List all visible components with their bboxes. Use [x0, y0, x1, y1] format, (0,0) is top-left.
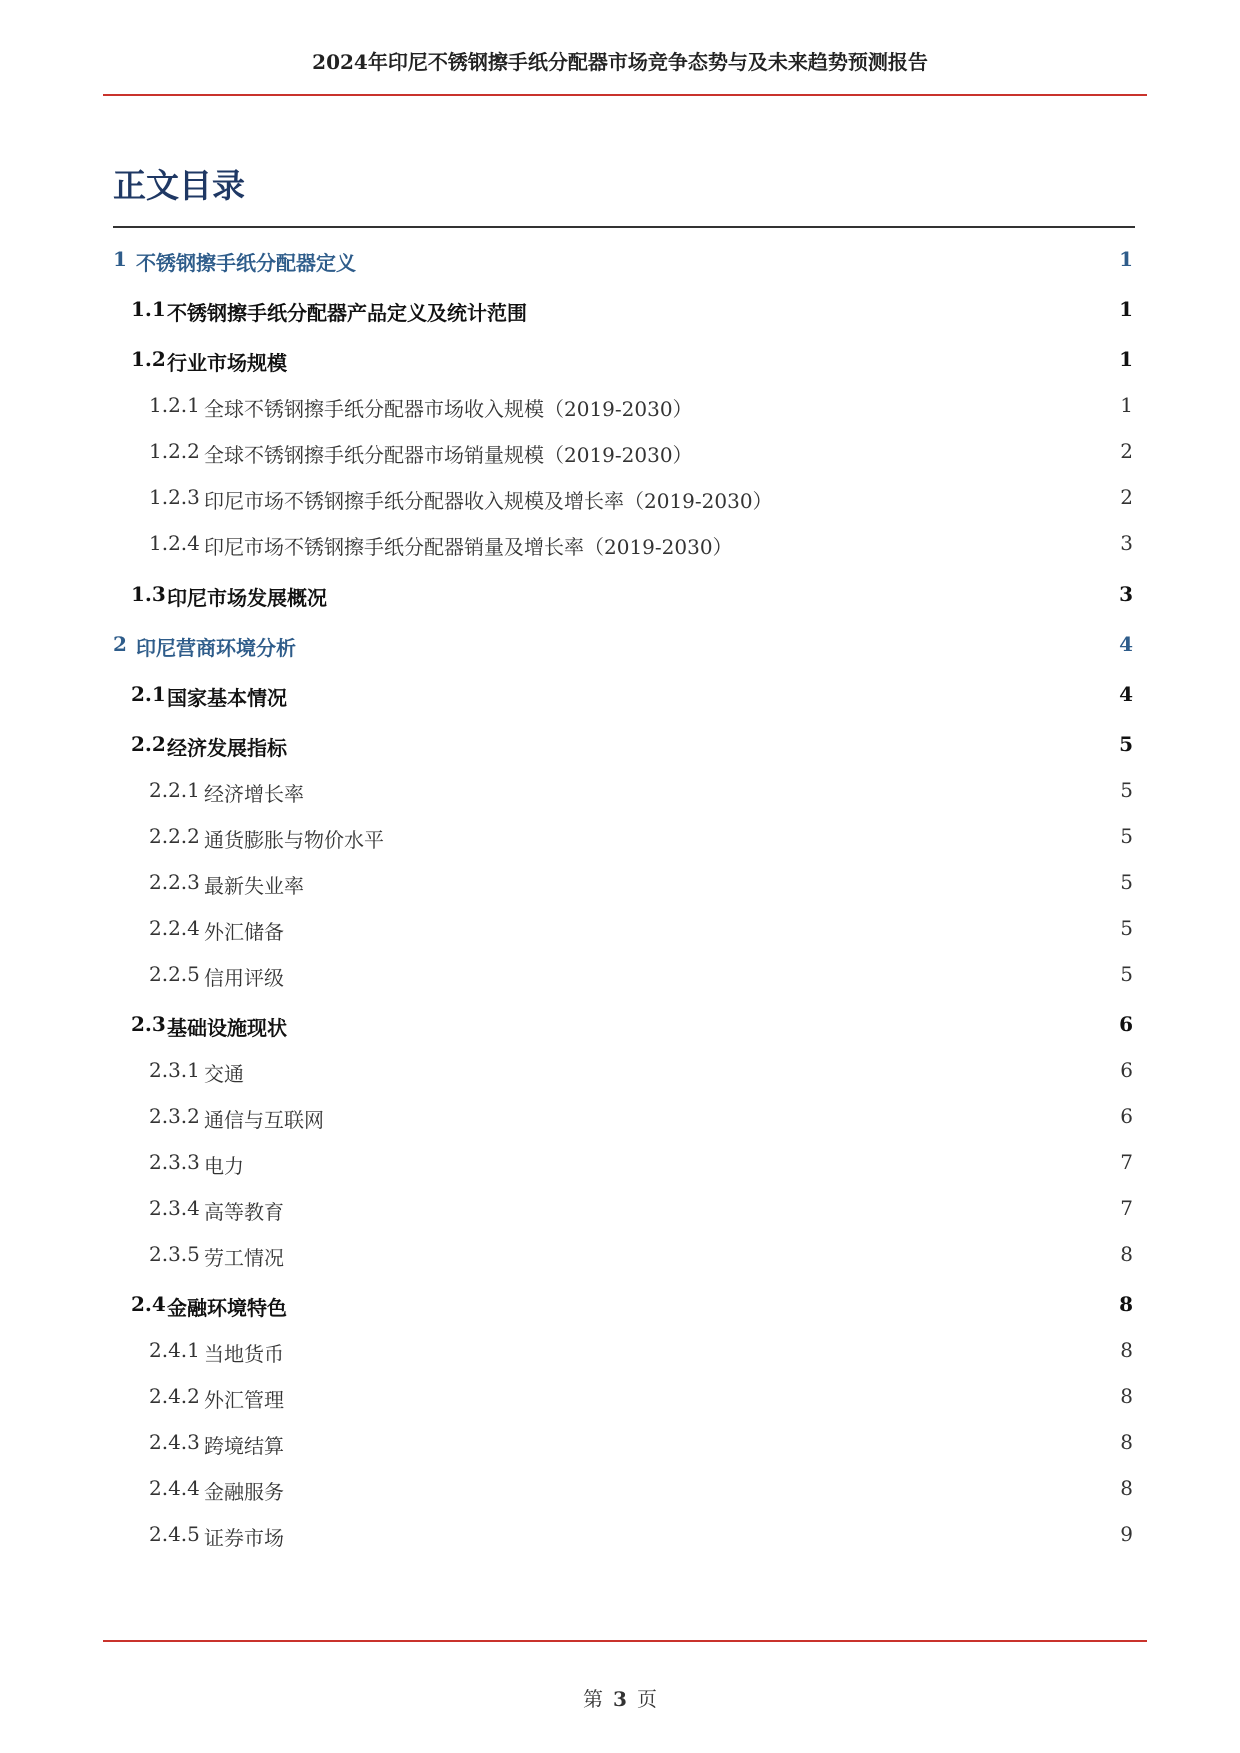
toc-entry-page: 2: [1120, 485, 1133, 509]
toc-entry-title: 当地货币: [204, 1342, 284, 1366]
toc-entry[interactable]: [0, 247, 1240, 277]
toc-entry-page: 9: [1120, 1522, 1133, 1546]
toc-entry-title: 不锈钢擦手纸分配器产品定义及统计范围: [167, 301, 527, 325]
toc-entry-title: 全球不锈钢擦手纸分配器市场销量规模（2019-2030）: [204, 443, 693, 467]
toc-entry[interactable]: [0, 1058, 1240, 1088]
toc-entry-page: 5: [1120, 824, 1133, 848]
toc-entry[interactable]: [0, 1242, 1240, 1272]
toc-entry[interactable]: [0, 1430, 1240, 1460]
toc-entry-title: 劳工情况: [204, 1246, 284, 1270]
toc-entry-page: 1: [1119, 347, 1133, 371]
toc-entry-number: 1.3: [131, 582, 166, 606]
toc-entry-number: 1.2: [131, 347, 166, 371]
toc-entry[interactable]: [0, 732, 1240, 762]
toc-entry-title: 金融环境特色: [167, 1296, 287, 1320]
toc-entry-number: 2.4.3: [149, 1430, 200, 1454]
toc-entry-page: 8: [1120, 1242, 1133, 1266]
toc-entry-page: 5: [1120, 962, 1133, 986]
footer-suffix: 页: [636, 1687, 657, 1711]
toc-entry[interactable]: [0, 1476, 1240, 1506]
toc-entry-number: 1.1: [131, 297, 166, 321]
toc-entry-page: 4: [1119, 682, 1133, 706]
header-divider: [103, 94, 1147, 96]
toc-entry-page: 1: [1119, 297, 1133, 321]
toc-entry-number: 2.4.4: [149, 1476, 200, 1500]
toc-entry[interactable]: [0, 1338, 1240, 1368]
toc-entry-title: 印尼市场不锈钢擦手纸分配器销量及增长率（2019-2030）: [204, 535, 733, 559]
toc-entry-title: 印尼市场不锈钢擦手纸分配器收入规模及增长率（2019-2030）: [204, 489, 773, 513]
footer-prefix: 第: [583, 1687, 604, 1711]
toc-entry-page: 1: [1120, 393, 1133, 417]
toc-entry[interactable]: [0, 824, 1240, 854]
toc-entry-title: 通信与互联网: [204, 1108, 324, 1132]
toc-entry-title: 基础设施现状: [167, 1016, 287, 1040]
toc-entry-title: 外汇储备: [204, 920, 284, 944]
toc-entry-title: 不锈钢擦手纸分配器定义: [136, 251, 356, 275]
toc-entry[interactable]: [0, 439, 1240, 469]
toc-entry-page: 6: [1119, 1012, 1133, 1036]
toc-entry-page: 6: [1120, 1104, 1133, 1128]
toc-entry[interactable]: [0, 916, 1240, 946]
toc-entry-page: 8: [1120, 1430, 1133, 1454]
toc-entry-number: 2.3.3: [149, 1150, 200, 1174]
toc-entry-number: 2.2.4: [149, 916, 200, 940]
toc-entry[interactable]: [0, 1150, 1240, 1180]
toc-entry-number: 2.2.3: [149, 870, 200, 894]
footer-page-number: 3: [613, 1687, 627, 1711]
toc-entry[interactable]: [0, 962, 1240, 992]
toc-entry-page: 5: [1120, 778, 1133, 802]
toc-entry-number: 2.3: [131, 1012, 166, 1036]
toc-entry-number: 1.2.4: [149, 531, 200, 555]
toc-entry-title: 交通: [204, 1062, 244, 1086]
toc-entry-page: 4: [1119, 632, 1133, 656]
toc-entry-number: 2.3.1: [149, 1058, 200, 1082]
toc-entry-number: 2.2.2: [149, 824, 200, 848]
toc-entry-number: 2.3.2: [149, 1104, 200, 1128]
toc-entry-number: 2.2: [131, 732, 166, 756]
toc-entry-page: 8: [1120, 1476, 1133, 1500]
toc-entry[interactable]: [0, 1522, 1240, 1552]
toc-entry-number: 2: [113, 632, 127, 656]
toc-entry-title: 国家基本情况: [167, 686, 287, 710]
toc-entry-page: 7: [1120, 1196, 1133, 1220]
toc-entry-page: 1: [1119, 247, 1133, 271]
toc-entry-number: 2.3.4: [149, 1196, 200, 1220]
toc-entry-number: 1.2.3: [149, 485, 200, 509]
page-header: 2024年印尼不锈钢擦手纸分配器市场竞争态势与及未来趋势预测报告: [312, 50, 928, 74]
toc-entry-title: 经济增长率: [204, 782, 304, 806]
toc-entry[interactable]: [0, 682, 1240, 712]
footer-divider: [103, 1640, 1147, 1642]
toc-entry-number: 2.2.1: [149, 778, 200, 802]
toc-entry[interactable]: [0, 1196, 1240, 1226]
toc-entry-title: 外汇管理: [204, 1388, 284, 1412]
toc-entry[interactable]: [0, 778, 1240, 808]
toc-entry-title: 信用评级: [204, 966, 284, 990]
toc-entry-number: 2.3.5: [149, 1242, 200, 1266]
toc-entry-title: 最新失业率: [204, 874, 304, 898]
toc-entry-title: 印尼营商环境分析: [136, 636, 296, 660]
toc-entry[interactable]: [0, 870, 1240, 900]
toc-entry[interactable]: [0, 485, 1240, 515]
toc-entry[interactable]: [0, 1292, 1240, 1322]
toc-entry-page: 5: [1120, 916, 1133, 940]
toc-entry-title: 高等教育: [204, 1200, 284, 1224]
toc-entry-title: 印尼市场发展概况: [167, 586, 327, 610]
toc-entry-page: 8: [1120, 1338, 1133, 1362]
toc-entry-page: 8: [1120, 1384, 1133, 1408]
toc-title-divider: [113, 226, 1135, 228]
toc-entry-number: 2.2.5: [149, 962, 200, 986]
toc-entry-number: 1.2.2: [149, 439, 200, 463]
toc-entry[interactable]: [0, 1012, 1240, 1042]
toc-entry[interactable]: [0, 1104, 1240, 1134]
toc-entry[interactable]: [0, 531, 1240, 561]
toc-entry[interactable]: [0, 582, 1240, 612]
toc-entry-title: 电力: [204, 1154, 244, 1178]
toc-title: 正文目录: [113, 166, 245, 205]
toc-entry-title: 跨境结算: [204, 1434, 284, 1458]
toc-entry[interactable]: [0, 393, 1240, 423]
toc-entry-page: 5: [1120, 870, 1133, 894]
toc-entry-title: 金融服务: [204, 1480, 284, 1504]
toc-entry-number: 2.4: [131, 1292, 166, 1316]
toc-entry-page: 6: [1120, 1058, 1133, 1082]
toc-entry-title: 行业市场规模: [167, 351, 287, 375]
toc-entry[interactable]: [0, 1384, 1240, 1414]
toc-entry-page: 2: [1120, 439, 1133, 463]
toc-entry-page: 5: [1119, 732, 1133, 756]
toc-entry-number: 2.4.5: [149, 1522, 200, 1546]
toc-entry-page: 7: [1120, 1150, 1133, 1174]
page-footer: [0, 1683, 1240, 1712]
toc-entry-title: 通货膨胀与物价水平: [204, 828, 384, 852]
toc-entry-number: 2.1: [131, 682, 166, 706]
toc-entry-page: 3: [1119, 582, 1133, 606]
toc-entry[interactable]: [0, 632, 1240, 662]
toc-entry-number: 2.4.2: [149, 1384, 200, 1408]
toc-entry-title: 全球不锈钢擦手纸分配器市场收入规模（2019-2030）: [204, 397, 693, 421]
toc-entry-number: 1.2.1: [149, 393, 200, 417]
toc-entry-page: 8: [1119, 1292, 1133, 1316]
toc-entry[interactable]: [0, 347, 1240, 377]
toc-entry-title: 证券市场: [204, 1526, 284, 1550]
toc-entry-number: 1: [113, 247, 127, 271]
toc-entry-number: 2.4.1: [149, 1338, 200, 1362]
toc-entry-page: 3: [1120, 531, 1133, 555]
toc-entry[interactable]: [0, 297, 1240, 327]
toc-entry-title: 经济发展指标: [167, 736, 287, 760]
